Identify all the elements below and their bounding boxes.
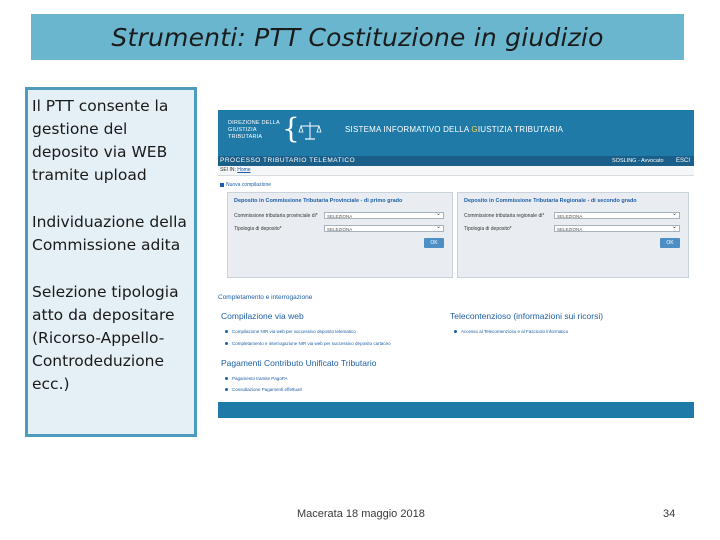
compilazione-link-label: Completamento e interrogazione NIR via web per successivo deposito cartaceo bbox=[232, 341, 391, 346]
commissione-regionale-select[interactable]: SELEZIONA ⌄ bbox=[554, 212, 680, 219]
tipologia-deposito-first-select[interactable]: SELEZIONA ⌄ bbox=[324, 225, 444, 232]
bullet-icon bbox=[225, 342, 228, 345]
deposit-first-title: Deposito in Commissione Tributaria Provinciale - di primo grado bbox=[234, 198, 403, 204]
slide-title: Strumenti: PTT Costituzione in giudizio bbox=[111, 22, 604, 52]
deposit-first-field2-label: Tipologia di deposito* bbox=[234, 226, 282, 232]
esci-button[interactable]: ESCI bbox=[676, 158, 691, 164]
nuova-compilazione-link[interactable] bbox=[220, 182, 271, 188]
ptt-nav-bar bbox=[218, 156, 694, 166]
pagamenti-link-label: Pagamento tramite PagoPA bbox=[232, 376, 288, 381]
compilazione-link-item[interactable] bbox=[225, 341, 391, 346]
breadcrumb-home-link[interactable]: Home bbox=[237, 167, 251, 173]
nuova-compilazione-label: Nuova compilazione bbox=[226, 182, 272, 188]
logo-line-2: GIUSTIZIA TRIBUTARIA bbox=[228, 127, 263, 140]
compilazione-link-label: Compilazione NIR via web per successivo deposito telematico bbox=[232, 329, 356, 334]
system-title bbox=[345, 125, 563, 134]
deposit-first-field1-label: Commissione tributaria provinciale di* bbox=[234, 213, 318, 219]
bullet-icon bbox=[225, 330, 228, 333]
deposit-second-grade-panel bbox=[457, 192, 689, 278]
commissione-provinciale-select[interactable]: SELEZIONA ⌄ bbox=[324, 212, 444, 219]
description-paragraph-1: Il PTT consente la gestione del deposito via WEB tramite upload bbox=[32, 97, 169, 184]
telecontenzioso-link-label: Accesso al Telecontenzioso e al Fascicolo informatico bbox=[461, 329, 569, 334]
deposit-second-field1-label: Commissione tributaria regionale di* bbox=[464, 213, 545, 219]
breadcrumb bbox=[218, 166, 694, 176]
pagamenti-link-item[interactable] bbox=[225, 387, 302, 392]
breadcrumb-prefix: SEI IN: bbox=[220, 167, 236, 173]
completamento-section-title: Completamento e interrogazione bbox=[218, 294, 313, 301]
deposit-second-title: Deposito in Commissione Tributaria Regionale - di secondo grado bbox=[464, 198, 637, 204]
pagamenti-link-item[interactable] bbox=[225, 376, 287, 381]
square-bullet-icon bbox=[220, 183, 224, 187]
deposit-first-grade-panel bbox=[227, 192, 453, 278]
bullet-icon bbox=[225, 377, 228, 380]
description-paragraph-2: Individuazione della Commissione adita bbox=[32, 213, 187, 254]
deposit-second-field2-label: Tipologia di deposito* bbox=[464, 226, 512, 232]
compilazione-link-item[interactable] bbox=[225, 329, 356, 334]
title-banner bbox=[31, 14, 684, 60]
tipologia-deposito-second-select[interactable]: SELEZIONA ⌄ bbox=[554, 225, 680, 232]
slide-footer: Macerata 18 maggio 2018 bbox=[297, 508, 425, 520]
pagamenti-link-label: Consultazione Pagamenti effettuati bbox=[232, 387, 302, 392]
bullet-icon bbox=[454, 330, 457, 333]
system-title-post: IUSTIZIA TRIBUTARIA bbox=[477, 125, 564, 134]
deposit-second-ok-button[interactable]: OK bbox=[660, 238, 680, 248]
site-header bbox=[218, 110, 694, 156]
deposit-first-ok-button[interactable]: OK bbox=[424, 238, 444, 248]
user-label: SOSLING - Avvocato bbox=[612, 158, 664, 164]
description-panel bbox=[25, 87, 197, 437]
bullet-icon bbox=[225, 388, 228, 391]
ptt-label: PROCESSO TRIBUTARIO TELEMATICO bbox=[220, 157, 356, 164]
brace-glyph: { bbox=[282, 112, 300, 145]
page-number: 34 bbox=[663, 508, 676, 520]
telecontenzioso-heading: Telecontenzioso (informazioni sui ricorsi) bbox=[450, 311, 604, 321]
description-paragraph-3: Selezione tipologia atto da depositare (Ricorso-Appello-Controdeduzione ecc.) bbox=[32, 283, 179, 393]
scales-of-justice-icon bbox=[298, 120, 322, 142]
site-footer-bar bbox=[218, 402, 694, 418]
ptt-screenshot bbox=[218, 110, 694, 418]
logo-line-1: DIREZIONE DELLA bbox=[228, 120, 280, 126]
dgt-logo bbox=[228, 120, 290, 146]
telecontenzioso-link-item[interactable] bbox=[454, 329, 568, 334]
pagamenti-heading: Pagamenti Contributo Unificato Tributario bbox=[221, 358, 377, 368]
compilazione-web-heading: Compilazione via web bbox=[221, 311, 304, 321]
system-title-accent: G bbox=[471, 125, 478, 134]
system-title-pre: SISTEMA INFORMATIVO DELLA bbox=[345, 125, 472, 134]
